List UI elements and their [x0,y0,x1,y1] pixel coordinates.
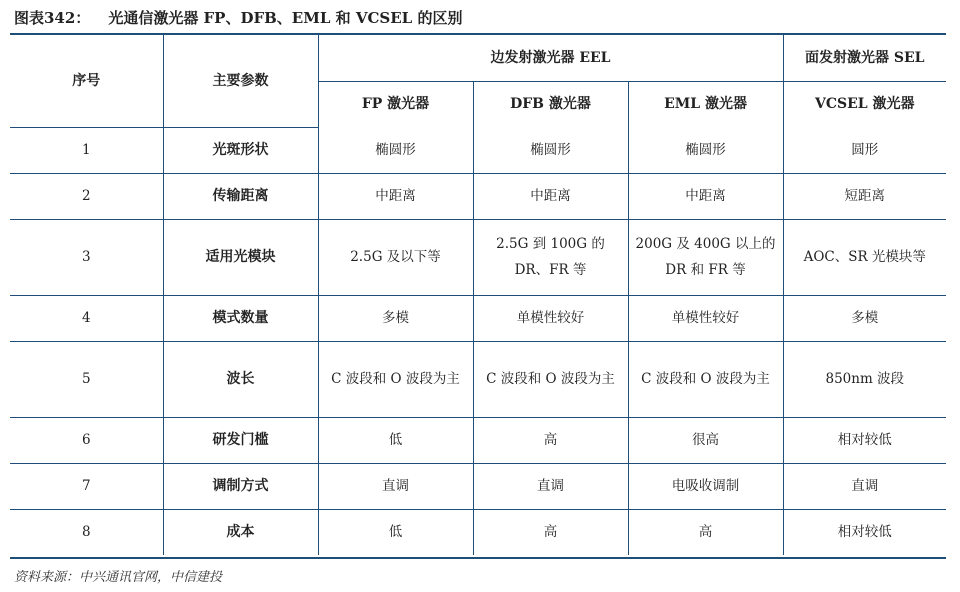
cell-fp: C 波段和 O 波段为主 [318,341,473,417]
figure-title [14,7,462,28]
table-row [10,295,946,341]
header-param: 主要参数 [163,35,318,127]
header-vcsel: VCSEL 激光器 [783,81,946,127]
cell-param: 模式数量 [163,295,318,341]
header-sel: 面发射激光器 SEL [783,35,946,81]
cell-vcsel: AOC、SR 光模块等 [783,219,946,295]
table-row [10,417,946,463]
cell-eml: C 波段和 O 波段为主 [628,341,783,417]
cell-param: 研发门槛 [163,417,318,463]
cell-eml: 中距离 [628,173,783,219]
cell-eml: 电吸收调制 [628,463,783,509]
cell-no: 3 [10,219,163,295]
cell-vcsel: 多模 [783,295,946,341]
cell-no: 6 [10,417,163,463]
table-row [10,219,946,295]
cell-eml: 很高 [628,417,783,463]
cell-param: 成本 [163,509,318,555]
source-note: 资料来源：中兴通讯官网，中信建投 [14,570,223,585]
table-body [10,127,946,555]
table-row [10,127,946,173]
cell-no: 1 [10,127,163,173]
cell-fp: 直调 [318,463,473,509]
cell-eml: 高 [628,509,783,555]
header-eml: EML 激光器 [628,81,783,127]
cell-no: 4 [10,295,163,341]
cell-vcsel: 圆形 [783,127,946,173]
cell-param: 调制方式 [163,463,318,509]
cell-eml: 单模性较好 [628,295,783,341]
cell-fp: 椭圆形 [318,127,473,173]
cell-vcsel: 直调 [783,463,946,509]
table-row [10,463,946,509]
cell-fp: 低 [318,417,473,463]
cell-fp: 2.5G 及以下等 [318,219,473,295]
cell-dfb: C 波段和 O 波段为主 [473,341,628,417]
cell-fp: 低 [318,509,473,555]
header-fp: FP 激光器 [318,81,473,127]
cell-fp: 多模 [318,295,473,341]
table-row [10,173,946,219]
cell-param: 传输距离 [163,173,318,219]
cell-no: 7 [10,463,163,509]
cell-dfb: 高 [473,509,628,555]
cell-vcsel: 相对较低 [783,509,946,555]
cell-dfb: 椭圆形 [473,127,628,173]
header-eel: 边发射激光器 EEL [318,35,783,81]
figure-caption: 光通信激光器 FP、DFB、EML 和 VCSEL 的区别 [108,9,463,27]
cell-dfb: 高 [473,417,628,463]
cell-eml: 200G 及 400G 以上的 DR 和 FR 等 [628,219,783,295]
cell-no: 2 [10,173,163,219]
header-dfb: DFB 激光器 [473,81,628,127]
cell-dfb: 直调 [473,463,628,509]
cell-no: 8 [10,509,163,555]
cell-vcsel: 相对较低 [783,417,946,463]
table-row [10,509,946,555]
cell-param: 光斑形状 [163,127,318,173]
cell-fp: 中距离 [318,173,473,219]
cell-dfb: 单模性较好 [473,295,628,341]
cell-no: 5 [10,341,163,417]
table-row [10,341,946,417]
header-index: 序号 [10,35,163,127]
cell-vcsel: 短距离 [783,173,946,219]
cell-param: 适用光模块 [163,219,318,295]
bottom-rule [10,557,946,559]
figure-label: 图表342： [14,9,91,27]
cell-param: 波长 [163,341,318,417]
cell-eml: 椭圆形 [628,127,783,173]
cell-dfb: 中距离 [473,173,628,219]
cell-dfb: 2.5G 到 100G 的 DR、FR 等 [473,219,628,295]
comparison-table [10,35,946,555]
cell-vcsel: 850nm 波段 [783,341,946,417]
